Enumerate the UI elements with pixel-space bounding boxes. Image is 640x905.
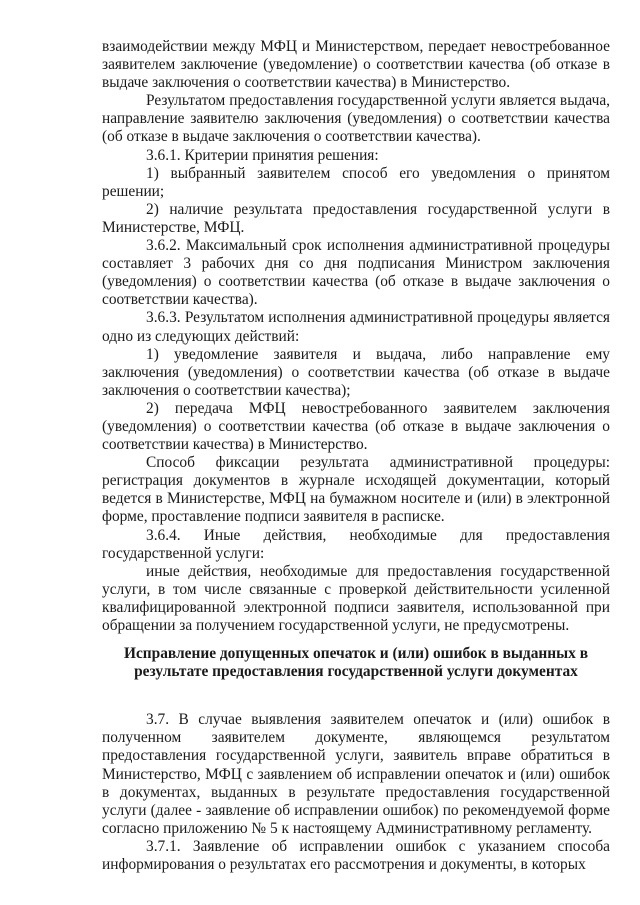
paragraph-3-7-1: 3.7.1. Заявление об исправлении ошибок с указанием способа информирования о результатах его рассмотрения и документы, в которых [102,837,610,874]
list-item-criteria-1: 1) выбранный заявителем способ его уведомления о принятом решении; [102,164,610,200]
list-item-criteria-2: 2) наличие результата предоставления государственной услуги в Министерстве, МФЦ. [102,200,610,236]
section-heading-line-2: результате предоставления государственной услуги документах [134,663,578,681]
paragraph-continuation: взаимодействии между МФЦ и Министерством, передает невостребованное заявителем заключение (уведомление) о соответствии качества (об отказе в выдаче заключения о соответствии качества) в Министерство. [102,38,610,92]
paragraph-other-actions: иные действия, необходимые для предоставления государственной услуги, в том числе связанные с проверкой действительности усиленной квалифицированной электронной подписи заявителя, использованной при обращении за получением государственной услуги, не предусмотрены. [102,562,610,634]
document-page [102,38,610,874]
list-item-action-2: 2) передача МФЦ невостребованного заявителем заключения (уведомления) о соответствии качества (об отказе в выдаче заключения о соответствии качества) в Министерство. [102,399,610,454]
paragraph-3-6-2: 3.6.2. Максимальный срок исполнения административной процедуры составляет 3 рабочих дня со дня подписания Министром заключения (уведомления) о соответствии качества (об отказе в выдаче заключения о соответствии качества). [102,237,610,309]
section-heading-line-1: Исправление допущенных опечаток и (или) ошибок в выданных в [123,645,589,663]
paragraph-3-6-4: 3.6.4. Иные действия, необходимые для предоставления государственной услуги: [102,526,610,562]
section-heading [102,645,610,681]
paragraph-3-6-3: 3.6.3. Результатом исполнения административной процедуры является одно из следующих действий: [102,309,610,345]
paragraph-3-7: 3.7. В случае выявления заявителем опечаток и (или) ошибок в полученном заявителем документе, являющемся результатом предоставления государственной услуги, заявитель вправе обратиться в Министерство, МФЦ с заявлением об исправлении опечаток и (или) ошибок в документах, выданных в результате предоставления государственной услуги (далее - заявление об исправлении ошибок) по рекомендуемой форме согласно приложению № 5 к настоящему Административному регламенту. [102,711,610,837]
paragraph-fixation-method: Способ фиксации результата административной процедуры: регистрация документов в журнале исходящей документации, который ведется в Министерстве, МФЦ на бумажном носителе и (или) в электронной форме, проставление подписи заявителя в расписке. [102,454,610,526]
paragraph-3-6-1: 3.6.1. Критерии принятия решения: [146,146,379,164]
paragraph-result: Результатом предоставления государственной услуги является выдача, направление заявителю заключения (уведомления) о соответствии качества (об отказе в выдаче заключения о соответствии качества). [102,92,610,146]
list-item-action-1: 1) уведомление заявителя и выдача, либо направление ему заключения (уведомления) о соответствии качества (об отказе в выдаче заключения о соответствии качества); [102,345,610,399]
